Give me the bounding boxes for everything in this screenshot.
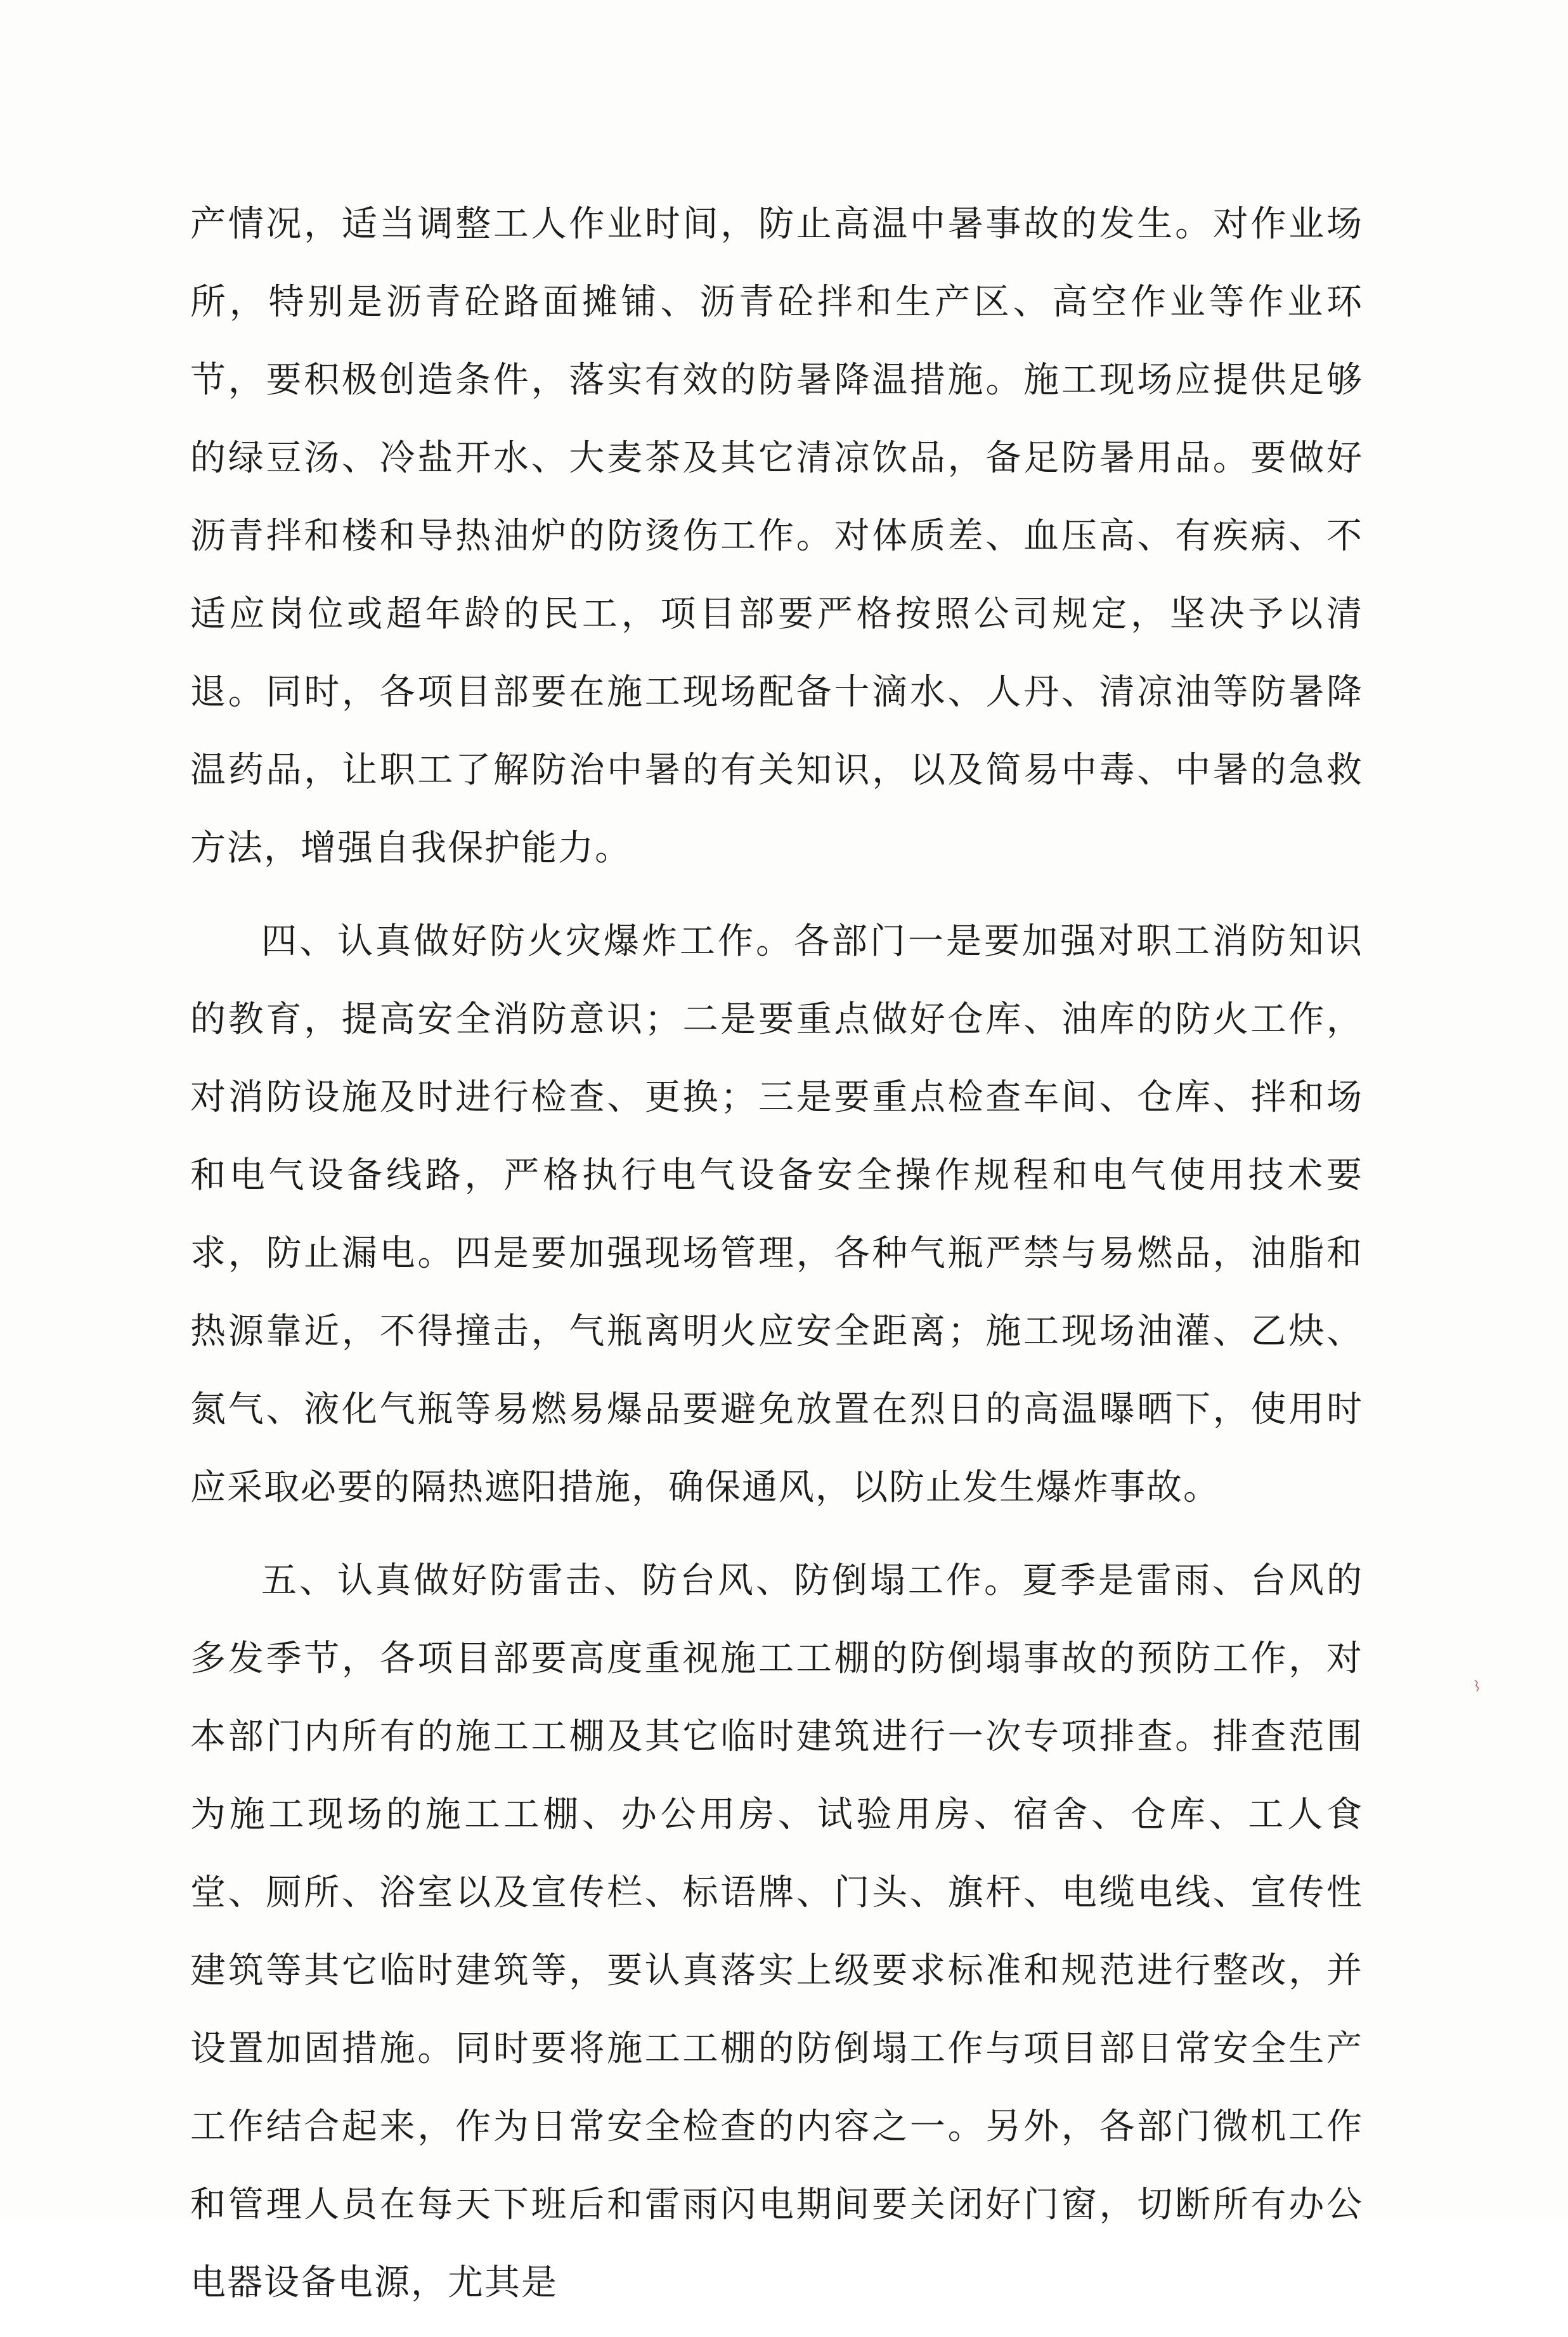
body-text: [190, 185, 1363, 2337]
paragraph-continuation: 产情况，适当调整工人作业时间，防止高温中暑事故的发生。对作业场所，特别是沥青砼路面摊铺、沥青砼拌和生产区、高空作业等作业环节，要积极创造条件，落实有效的防暑降温措施。施工现场应提供足够的绿豆汤、冷盐开水、大麦茶及其它清凉饮品，备足防暑用品。要做好沥青拌和楼和导热油炉的防烫伤工作。对体质差、血压高、有疾病、不适应岗位或超年龄的民工，项目部要严格按照公司规定，坚决予以清退。同时，各项目部要在施工现场配备十滴水、人丹、清凉油等防暑降温药品，让职工了解防治中暑的有关知识，以及简易中毒、中暑的急救方法，增强自我保护能力。: [190, 204, 1363, 869]
paragraph-lightning-typhoon: 五、认真做好防雷击、防台风、防倒塌工作。夏季是雷雨、台风的多发季节，各项目部要高度重视施工工棚的防倒塌事故的预防工作，对本部门内所有的施工工棚及其它临时建筑进行一次专项排查。排查范围为施工现场的施工工棚、办公用房、试验用房、宿舍、仓库、工人食堂、厕所、浴室以及宣传栏、标语牌、门头、旗杆、电缆电线、宣传性建筑等其它临时建筑等，要认真落实上级要求标准和规范进行整改，并设置加固措施。同时要将施工工棚的防倒塌工作与项目部日常安全生产工作结合起来，作为日常安全检查的内容之一。另外，各部门微机工作和管理人员在每天下班后和雷雨闪电期间要关闭好门窗，切断所有办公电器设备电源，尤其是: [190, 1560, 1363, 2303]
stamp-ink-speck: [1474, 1679, 1480, 1693]
paragraph-fire-prevention: 四、认真做好防火灾爆炸工作。各部门一是要加强对职工消防知识的教育，提高安全消防意识；二是要重点做好仓库、油库的防火工作，对消防设施及时进行检查、更换；三是要重点检查车间、仓库、拌和场和电气设备线路，严格执行电气设备安全操作规程和电气使用技术要求，防止漏电。四是要加强现场管理，各种气瓶严禁与易燃品，油脂和热源靠近，不得撞击，气瓶离明火应安全距离；施工现场油灌、乙炔、氮气、液化气瓶等易燃易爆品要避免放置在烈日的高温曝晒下，使用时应采取必要的隔热遮阳措施，确保通风，以防止发生爆炸事故。: [190, 921, 1363, 1508]
